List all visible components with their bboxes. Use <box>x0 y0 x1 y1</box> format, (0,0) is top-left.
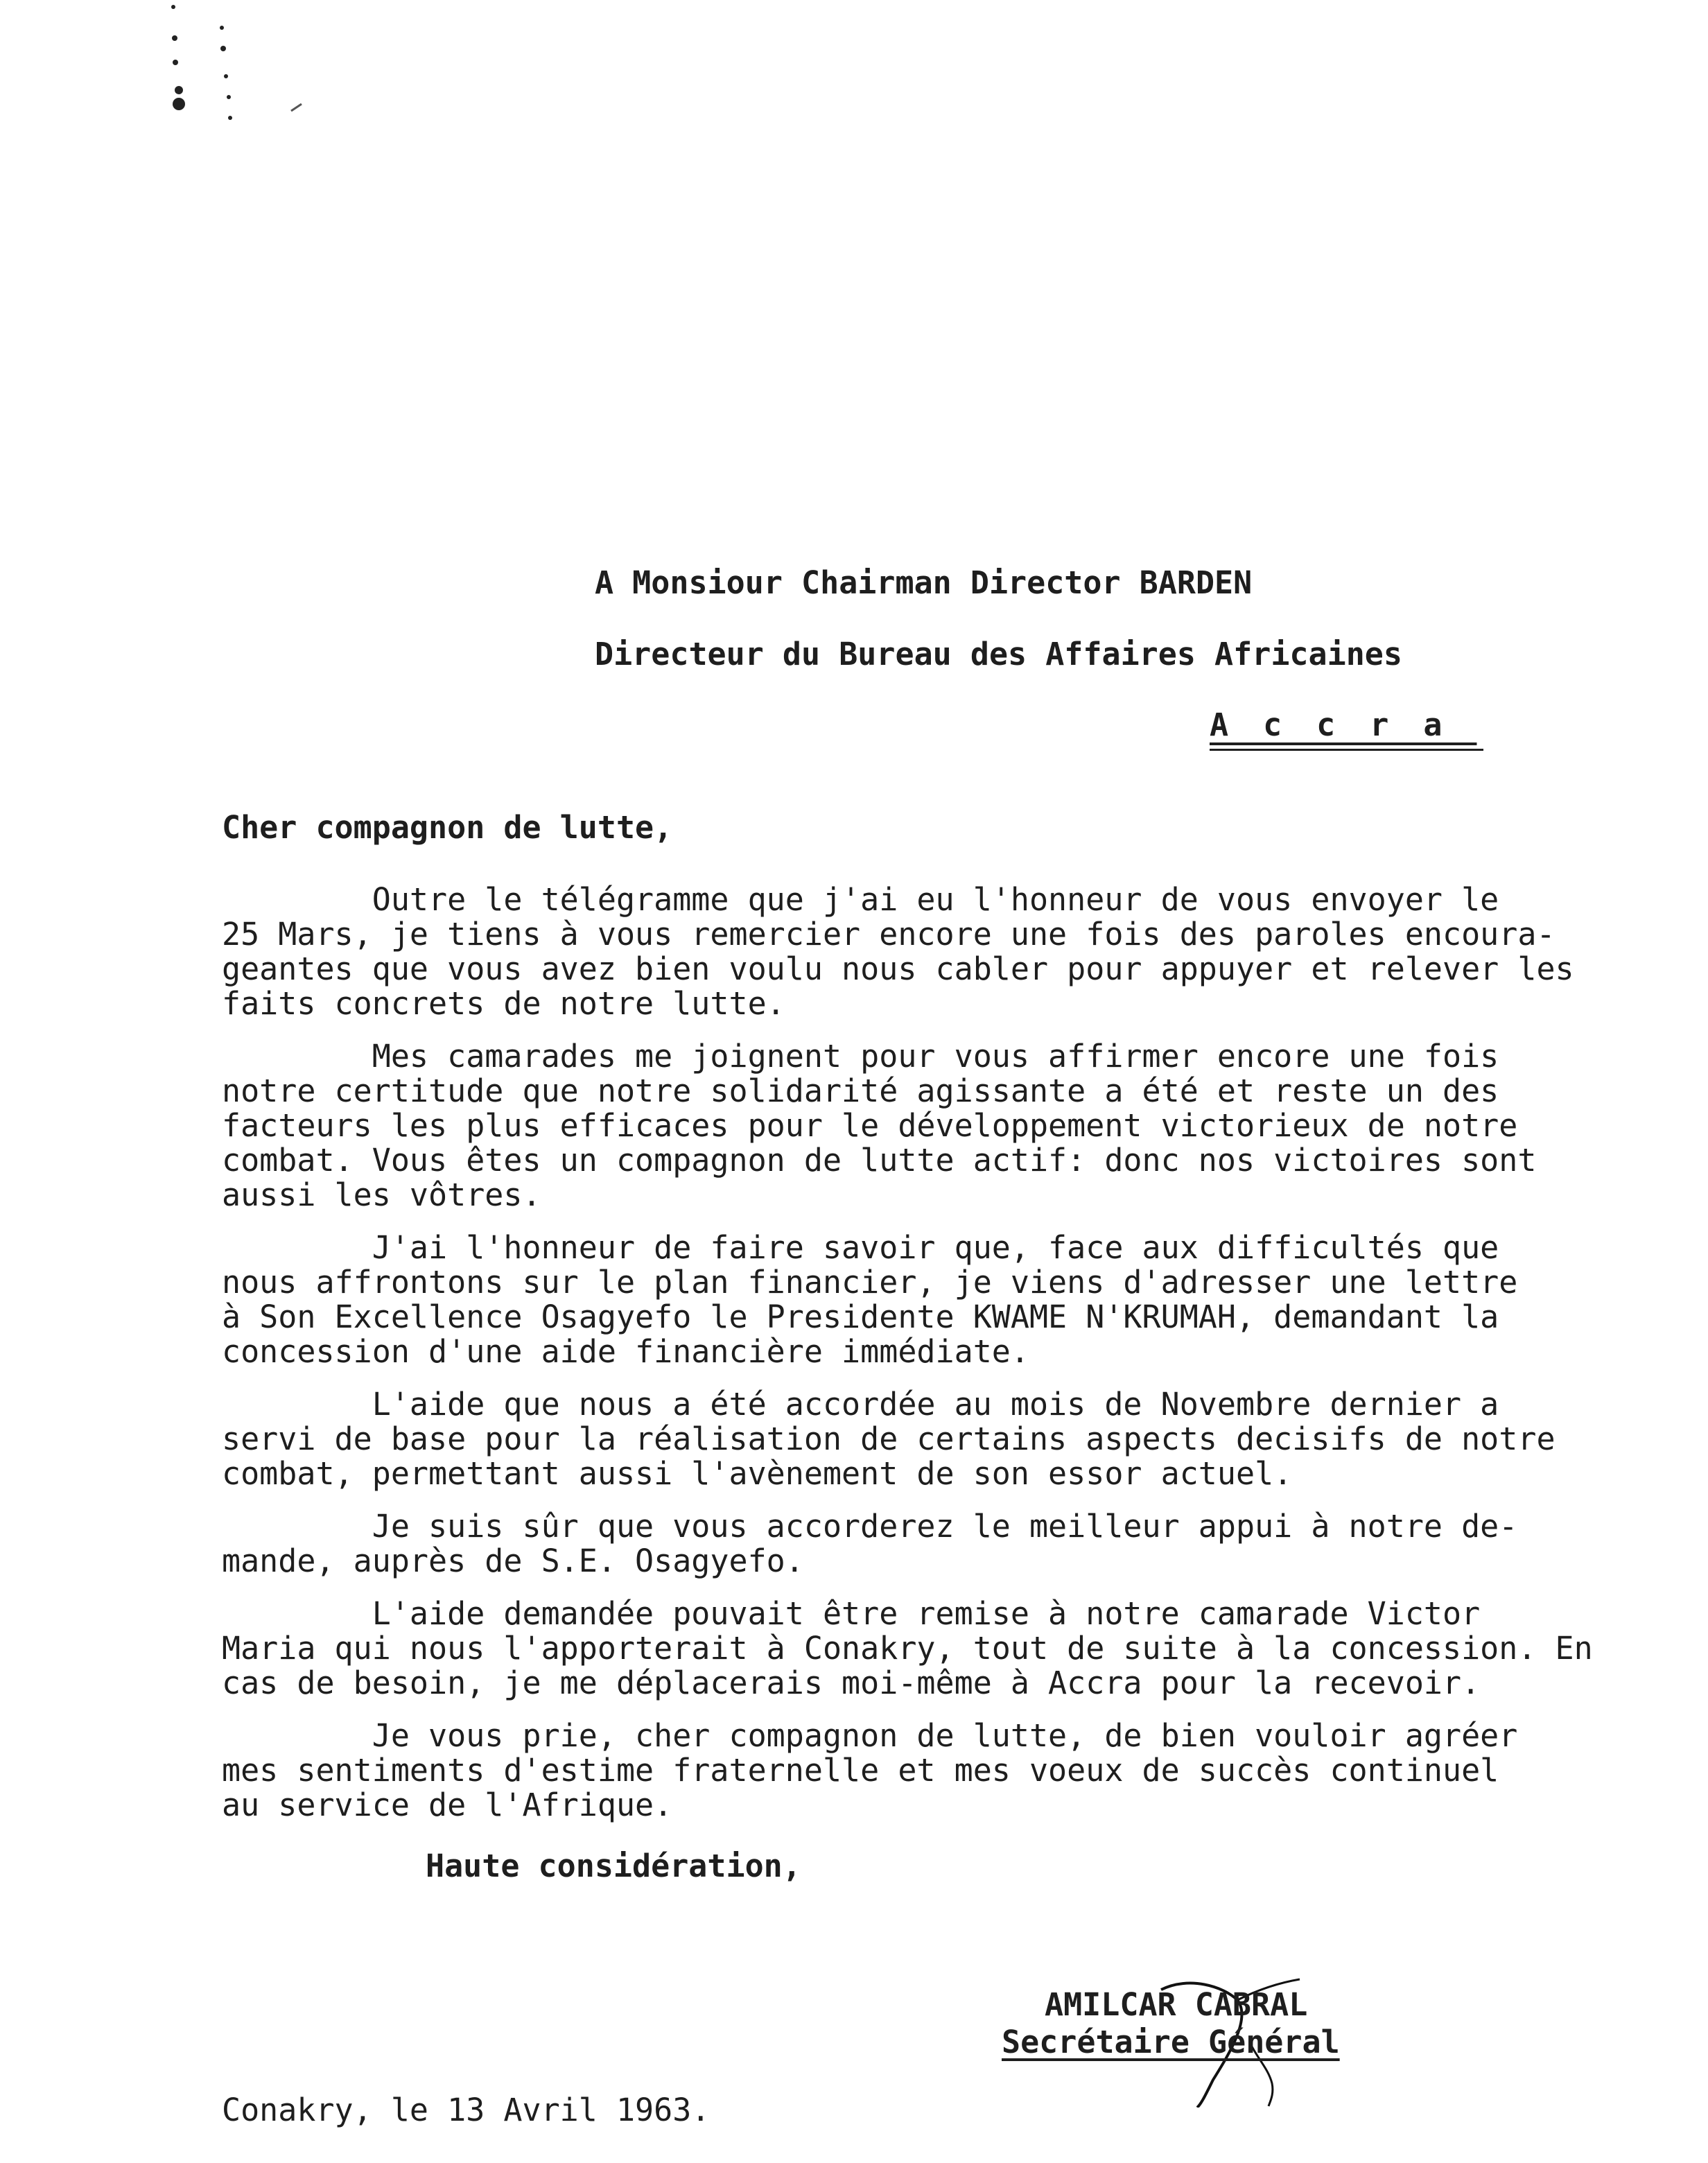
margin-ink-marks <box>152 0 319 139</box>
body-line: L'aide demandée pouvait être remise à notre camarade Victor <box>222 1595 1481 1632</box>
body-line: Mes camarades me joignent pour vous affirmer encore une fois <box>222 1038 1499 1075</box>
body-line: notre certitude que notre solidarité agissante a été et reste un des <box>222 1072 1499 1109</box>
body-line: 25 Mars, je tiens à vous remercier encore une fois des paroles encoura- <box>222 916 1556 953</box>
signature-name: AMILCAR CABRAL <box>1045 1986 1308 2023</box>
body-line: mes sentiments d'estime fraternelle et mes voeux de succès continuel <box>222 1752 1499 1789</box>
body-line: Outre le télégramme que j'ai eu l'honneur de vous envoyer le <box>222 881 1499 918</box>
closing: Haute considération, <box>426 1848 801 1884</box>
recipient-city: Accra <box>1210 706 1477 743</box>
recipient-line-1: A Monsiour Chairman Director BARDEN <box>595 564 1253 601</box>
body-line: au service de l'Afrique. <box>222 1787 673 1823</box>
body-line: facteurs les plus efficaces pour le développement victorieux de notre <box>222 1107 1518 1144</box>
body-line: Je vous prie, cher compagnon de lutte, de bien vouloir agréer <box>222 1717 1518 1754</box>
body-line: L'aide que nous a été accordée au mois de Novembre dernier a <box>222 1386 1499 1423</box>
salutation: Cher compagnon de lutte, <box>222 809 673 846</box>
recipient-line-2: Directeur du Bureau des Affaires Africaines <box>595 636 1402 672</box>
body-line: mande, auprès de S.E. Osagyefo. <box>222 1543 804 1579</box>
body-line: faits concrets de notre lutte. <box>222 985 785 1022</box>
body-line: Maria qui nous l'apporterait à Conakry, tout de suite à la concession. En <box>222 1630 1593 1667</box>
signature-title: Secrétaire Général <box>1002 2024 1340 2060</box>
body-line: J'ai l'honneur de faire savoir que, face aux difficultés que <box>222 1229 1499 1266</box>
body-line: à Son Excellence Osagyefo le Presidente KWAME N'KRUMAH, demandant la <box>222 1298 1499 1335</box>
city-underline-rule <box>1210 749 1483 751</box>
place-date: Conakry, le 13 Avril 1963. <box>222 2092 711 2128</box>
body-line: combat, permettant aussi l'avènement de son essor actuel. <box>222 1455 1293 1492</box>
body-line: servi de base pour la réalisation de certains aspects decisifs de notre <box>222 1421 1556 1457</box>
body-line: combat. Vous êtes un compagnon de lutte actif: donc nos victoires sont <box>222 1142 1537 1179</box>
body-line: aussi les vôtres. <box>222 1176 541 1213</box>
body-line: geantes que vous avez bien voulu nous cabler pour appuyer et relever les <box>222 950 1574 987</box>
body-line: Je suis sûr que vous accorderez le meilleur appui à notre de- <box>222 1508 1518 1545</box>
body-line: cas de besoin, je me déplacerais moi-même à Accra pour la recevoir. <box>222 1665 1481 1701</box>
body-line: nous affrontons sur le plan financier, je viens d'adresser une lettre <box>222 1264 1518 1301</box>
body-line: concession d'une aide financière immédiate. <box>222 1333 1029 1370</box>
